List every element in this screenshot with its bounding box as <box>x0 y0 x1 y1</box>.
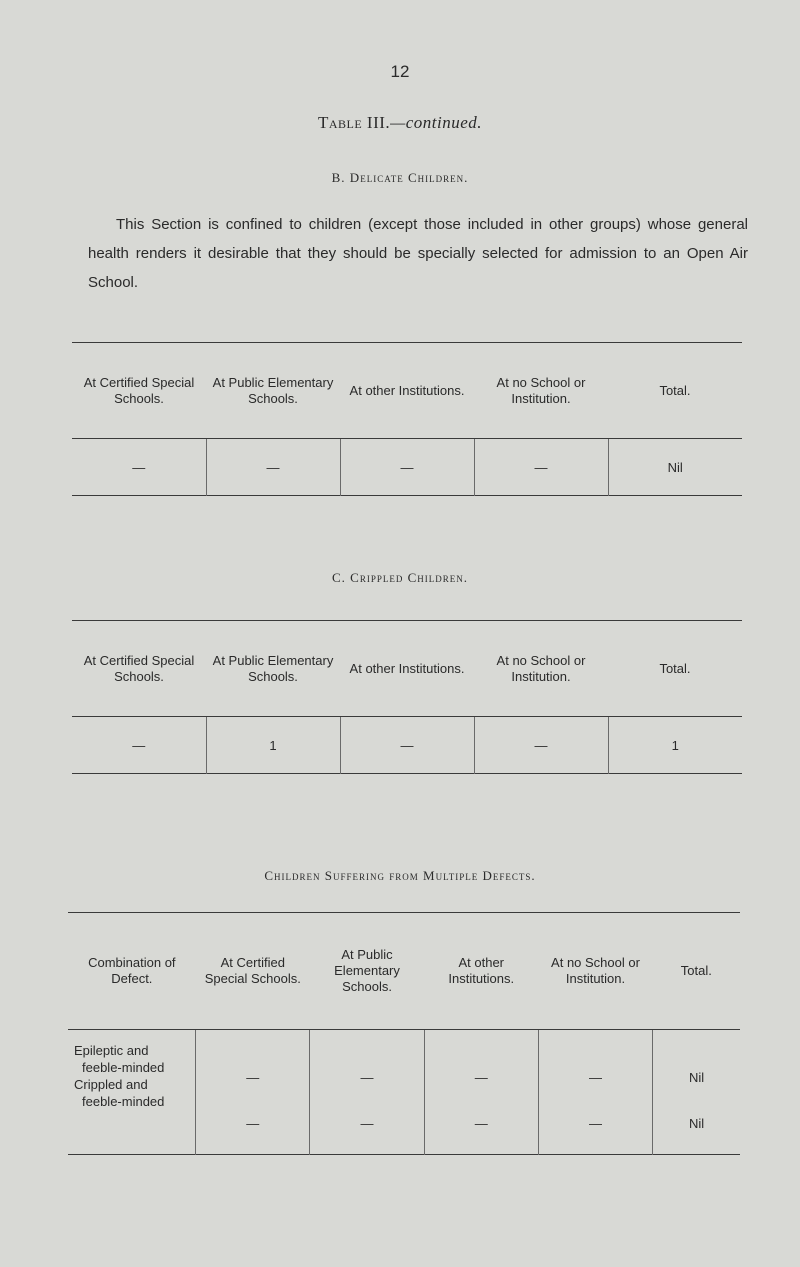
table-cell: — <box>340 717 474 774</box>
table-cell: 1 <box>608 717 742 774</box>
title-prefix: Table III. <box>317 113 391 132</box>
cell-value: — <box>474 1070 488 1085</box>
cell-value: Nil <box>688 1070 705 1085</box>
section-c-heading: C. Crippled Children. <box>331 570 468 585</box>
column-header: At Certified Special Schools. <box>72 621 206 717</box>
column-header: At other Institutions. <box>424 913 538 1030</box>
table-row <box>72 439 742 496</box>
cell-value: — <box>246 1116 260 1131</box>
table-cell: — <box>132 459 146 475</box>
intro-paragraph: This Section is confined to children (except those included in other groups) whose general health renders it desirable that they should be specially selected for admission to an Open Air School. <box>88 216 748 291</box>
table-cell <box>538 1030 652 1155</box>
cell-value: — <box>588 1116 602 1131</box>
table-cell: Nil <box>608 439 742 496</box>
column-header: At no School or Institution. <box>538 913 652 1030</box>
row-label: Crippled and <box>74 1077 148 1092</box>
cell-value: — <box>588 1070 602 1085</box>
section-b-intro <box>88 210 748 297</box>
table-cell: 1 <box>206 717 340 774</box>
multiple-defects-table <box>68 912 740 1155</box>
cell-value: Nil <box>688 1116 705 1131</box>
table-row <box>72 717 742 774</box>
table-cell <box>196 1030 310 1155</box>
table-header-row <box>68 913 740 1030</box>
row-label: feeble-minded <box>82 1060 165 1075</box>
cell-value: — <box>360 1116 374 1131</box>
column-header: At other Institutions. <box>340 343 474 439</box>
table-header-row <box>72 621 742 717</box>
table-cell: — <box>474 717 608 774</box>
column-header: At Certified Special Schools. <box>72 343 206 439</box>
title-suffix: —continued. <box>390 113 483 132</box>
section-b-heading: B. Delicate Children. <box>331 170 469 185</box>
table-cell: — <box>206 439 340 496</box>
column-header: Combination of Defect. <box>68 913 196 1030</box>
table-cell <box>310 1030 424 1155</box>
page-title <box>0 113 800 133</box>
table-cell: — <box>340 439 474 496</box>
column-header: At Public Elementary Schools. <box>206 343 340 439</box>
delicate-children-table <box>72 342 742 496</box>
table-cell: — <box>474 439 608 496</box>
cell-value: — <box>474 1116 488 1131</box>
table-cell: — <box>132 737 146 753</box>
table-row <box>68 1030 740 1155</box>
column-header: At Public Elementary Schools. <box>310 913 424 1030</box>
column-header: Total. <box>608 621 742 717</box>
table-cell <box>424 1030 538 1155</box>
cell-value: — <box>360 1070 374 1085</box>
page-number: 12 <box>390 62 410 81</box>
table-cell <box>653 1030 740 1155</box>
column-header: At no School or Institution. <box>474 621 608 717</box>
row-label: feeble-minded <box>82 1094 165 1109</box>
column-header: Total. <box>653 913 740 1030</box>
column-header: At other Institutions. <box>340 621 474 717</box>
row-label: Epileptic and <box>74 1043 149 1058</box>
crippled-children-table <box>72 620 742 774</box>
table-header-row <box>72 343 742 439</box>
column-header: At Public Elementary Schools. <box>206 621 340 717</box>
column-header: At no School or Institution. <box>474 343 608 439</box>
column-header: Total. <box>608 343 742 439</box>
cell-value: — <box>246 1070 260 1085</box>
multiple-defects-heading: Children Suffering from Multiple Defects. <box>264 868 536 883</box>
combination-cell <box>68 1030 196 1155</box>
column-header: At Certified Special Schools. <box>196 913 310 1030</box>
